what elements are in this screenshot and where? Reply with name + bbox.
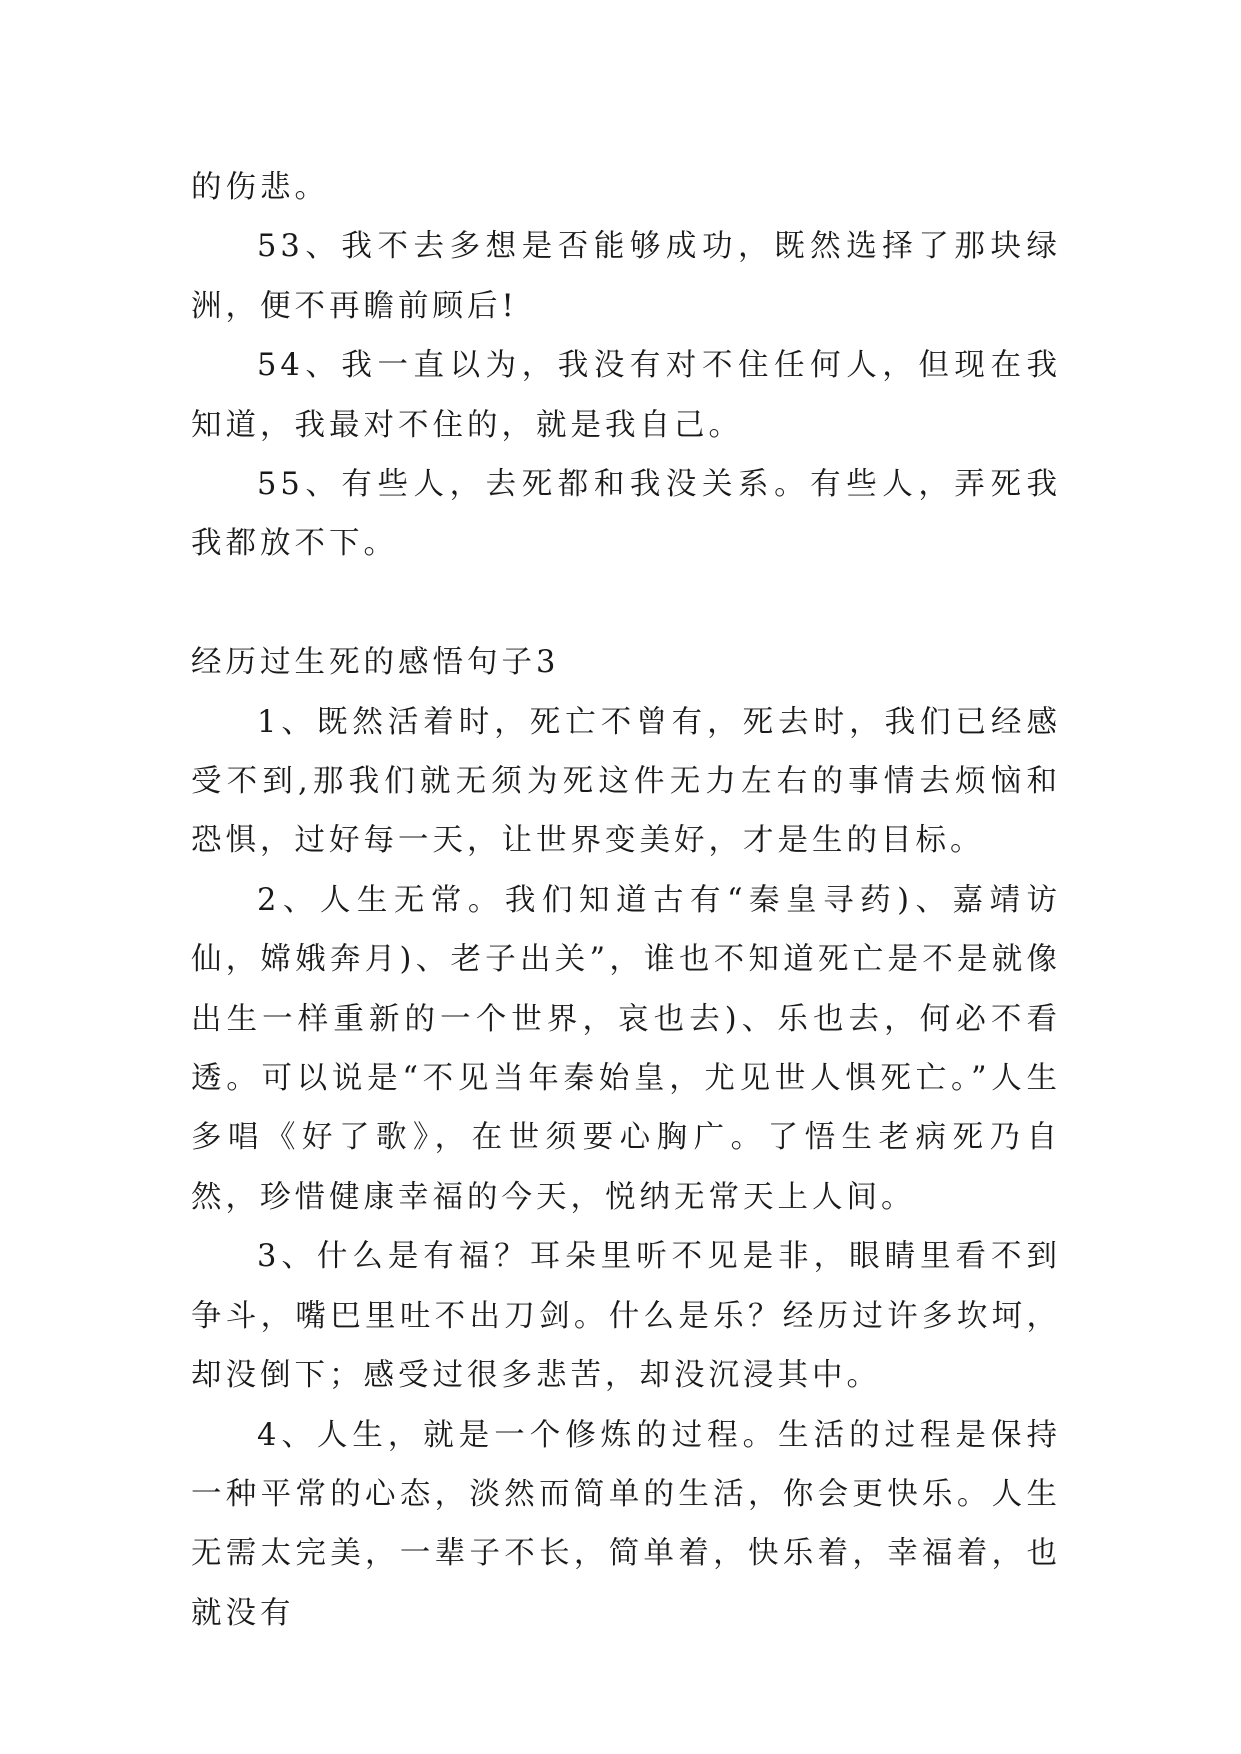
section-title: 经历过生死的感悟句子3: [191, 645, 560, 681]
paragraph: 2、人生无常。我们知道古有“秦皇寻药)、嘉靖访仙，嫦娥奔月)、老子出关”，谁也不知道死亡是不是就像出生一样重新的一个世界，哀也去)、乐也去，何必不看透。可以说是“不见当年秦始皇，尤见世人惧死亡。”人生多唱《好了歌》，在世须要心胸广。了悟生老病死乃自然，珍惜健康幸福的今天，悦纳无常天上人间。: [191, 882, 1061, 1215]
paragraph: 53、我不去多想是否能够成功，既然选择了那块绿洲，便不再瞻前顾后!: [191, 229, 1061, 324]
paragraph: 55、有些人，去死都和我没关系。有些人，弄死我我都放不下。: [191, 467, 1061, 562]
paragraph: 54、我一直以为，我没有对不住任何人，但现在我知道，我最对不住的，就是我自己。: [191, 348, 1061, 443]
document-body: [191, 158, 1061, 1643]
paragraph: 1、既然活着时，死亡不曾有，死去时，我们已经感受不到,那我们就无须为死这件无力左右的事情去烦恼和恐惧，过好每一天，让世界变美好，才是生的目标。: [191, 704, 1061, 859]
paragraph: 的伤悲。: [191, 170, 329, 205]
paragraph: 4、人生，就是一个修炼的过程。生活的过程是保持一种平常的心态，淡然而简单的生活，你会更快乐。人生无需太完美，一辈子不长，简单着，快乐着，幸福着，也就没有: [191, 1417, 1061, 1631]
paragraph: 3、什么是有福？耳朵里听不见是非，眼睛里看不到争斗，嘴巴里吐不出刀剑。什么是乐？经历过许多坎坷，却没倒下；感受过很多悲苦，却没沉浸其中。: [191, 1239, 1061, 1394]
